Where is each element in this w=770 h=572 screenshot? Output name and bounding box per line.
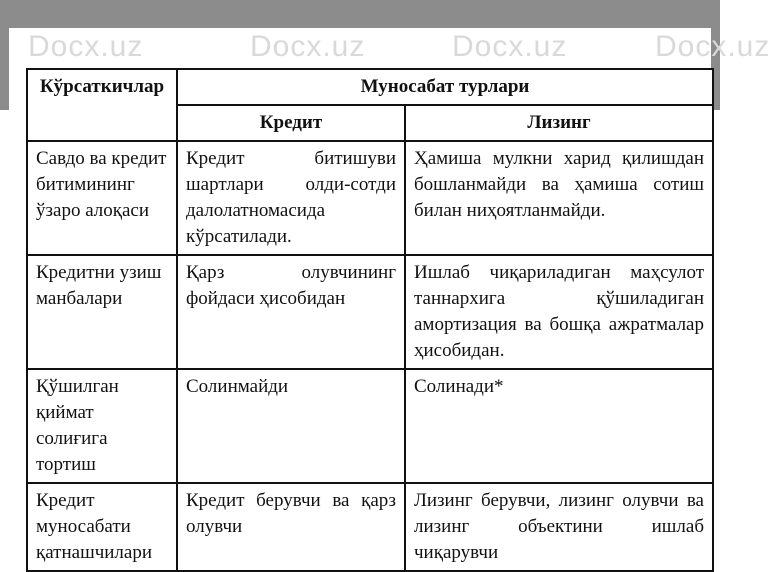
table-row	[27, 141, 713, 255]
row-leasing: Лизинг берувчи, лизинг олувчи ва лизинг объектини ишлаб чиқарувчи	[405, 483, 713, 571]
comparison-table	[26, 68, 714, 572]
watermark: Docx.uz	[655, 30, 770, 63]
watermark: Docx.uz	[452, 30, 568, 63]
row-leasing: Ҳамиша мулкни харид қилишдан бошланмайди ва ҳамиша сотиш билан ниҳоятланмайди.	[405, 141, 713, 255]
row-indicator: Кредит муносабати қатнашчилари	[27, 483, 177, 571]
header-relation-types: Муносабат турлари	[177, 69, 713, 105]
row-credit: Солинмайди	[177, 369, 405, 483]
row-indicator: Савдо ва кредит битимининг ўзаро алоқаси	[27, 141, 177, 255]
watermark: Docx.uz	[250, 30, 366, 63]
row-credit: Кредит берувчи ва қарз олувчи	[177, 483, 405, 571]
row-indicator: Кредитни узиш манбалари	[27, 255, 177, 369]
row-leasing: Ишлаб чиқариладиган маҳсулот таннархига қўшиладиган амортизация ва бошқа ажратмалар ҳисобидан.	[405, 255, 713, 369]
table-row	[27, 369, 713, 483]
left-band	[0, 28, 9, 110]
watermark: Docx.uz	[28, 30, 144, 63]
row-credit: Қарз олувчининг фойдаси ҳисобидан	[177, 255, 405, 369]
header-leasing: Лизинг	[405, 105, 713, 141]
table-row	[27, 255, 713, 369]
table-row	[27, 483, 713, 571]
top-bar	[0, 0, 720, 28]
row-leasing: Солинади*	[405, 369, 713, 483]
header-credit: Кредит	[177, 105, 405, 141]
row-credit: Кредит битишуви шартлари олди-сотди далолатномасида кўрсатилади.	[177, 141, 405, 255]
row-indicator: Қўшилган қиймат солиғига тортиш	[27, 369, 177, 483]
header-indicators: Кўрсаткичлар	[27, 69, 177, 141]
